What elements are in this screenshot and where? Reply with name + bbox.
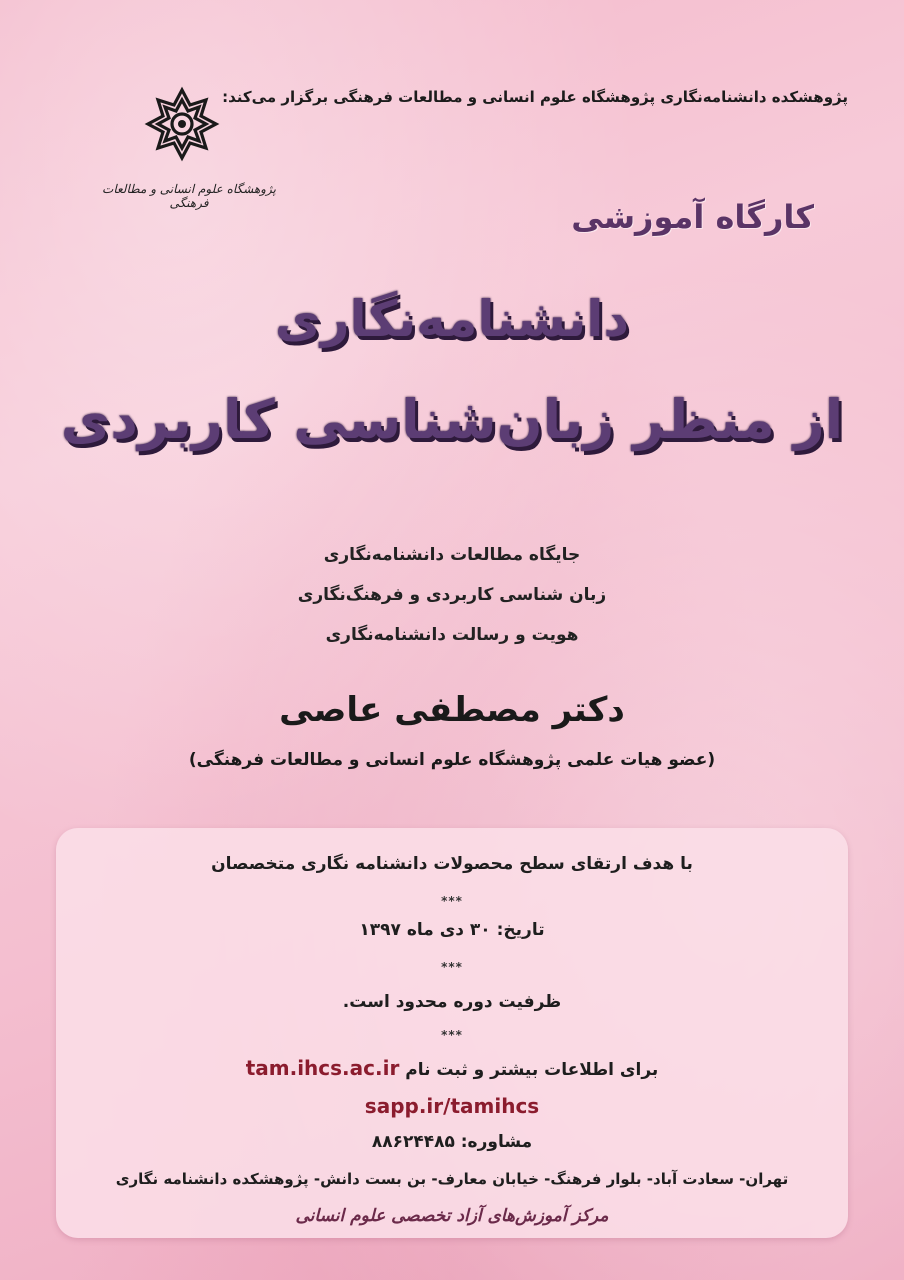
topic-item: زبان شناسی کاربردی و فرهنگ‌نگاری — [297, 585, 607, 605]
register-text: برای اطلاعات بیشتر و ثبت نام — [405, 1060, 659, 1080]
topic-item: جایگاه مطالعات دانشنامه‌نگاری — [323, 545, 581, 565]
separator: *** — [441, 1028, 463, 1042]
organizer-line: پژوهشکده دانشنامه‌نگاری پژوهشگاه علوم انسانی و مطالعات فرهنگی برگزار می‌کند: — [222, 88, 848, 106]
register-line — [56, 1056, 848, 1080]
goal-text: با هدف ارتقای سطح محصولات دانشنامه نگاری متخصصان — [211, 854, 693, 874]
institute-logo — [100, 84, 276, 214]
info-panel — [56, 828, 848, 1238]
main-title-line2: از منظر زبان‌شناسی کاربردی — [60, 388, 844, 451]
workshop-kicker: کارگاه آموزشی — [571, 198, 814, 236]
topic-item: هویت و رسالت دانشنامه‌نگاری — [325, 625, 579, 645]
main-title-line1: دانشنامه‌نگاری — [274, 290, 630, 348]
sapp-link[interactable]: sapp.ir/tamihcs — [364, 1094, 540, 1118]
center-name: مرکز آموزش‌های آزاد تخصصی علوم انسانی — [295, 1206, 609, 1226]
speaker-name: دکتر مصطفی عاصی — [279, 690, 625, 730]
address-text: تهران- سعادت آباد- بلوار فرهنگ- خیابان معارف- بن بست دانش- پژوهشکده دانشنامه نگاری — [115, 1170, 789, 1188]
capacity-text: ظرفیت دوره محدود است. — [342, 992, 562, 1012]
consult-phone: مشاوره: ۸۸۶۲۴۴۸۵ — [371, 1132, 533, 1152]
sapp-line — [56, 1094, 848, 1118]
date-text: تاریخ: ۳۰ دی ماه ۱۳۹۷ — [359, 920, 545, 940]
logo-caption: پژوهشگاه علوم انسانی و مطالعات فرهنگی — [102, 182, 276, 210]
star-rosette-logo-icon — [142, 84, 222, 164]
separator: *** — [441, 894, 463, 908]
website-link[interactable]: tam.ihcs.ac.ir — [245, 1056, 400, 1080]
separator: *** — [441, 960, 463, 974]
topics-list — [0, 535, 904, 655]
speaker-affiliation: (عضو هیات علمی پژوهشگاه علوم انسانی و مطالعات فرهنگی) — [188, 750, 716, 770]
